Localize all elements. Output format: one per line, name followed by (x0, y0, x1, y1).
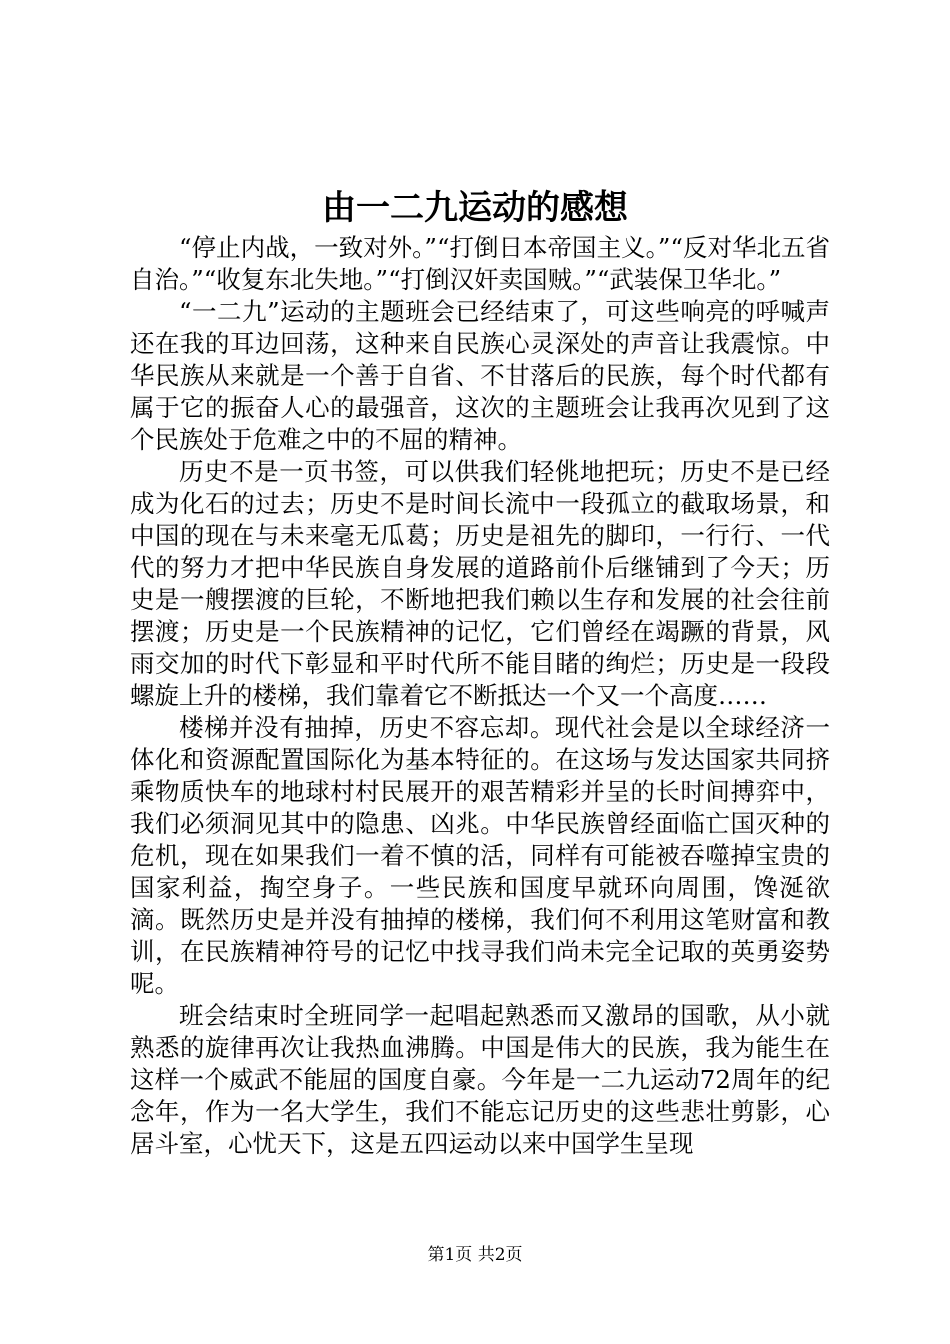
document-title: 由一二九运动的感想 (322, 188, 628, 228)
paragraph-history: 历史不是一页书签，可以供我们轻佻地把玩；历史不是已经成为化石的过去；历史不是时间长流中一段孤立的截取场景，和中国的现在与未来毫无瓜葛；历史是祖先的脚印，一行行、一代代的努力才把中华民族自身发展的道路前仆后继铺到了今天；历史是一艘摆渡的巨轮，不断地把我们赖以生存和发展的社会往前摆渡；历史是一个民族精神的记忆，它们曾经在竭蹶的背景，风雨交加的时代下彰显和平时代所不能目睹的绚烂；历史是一段段螺旋上升的楼梯，我们靠着它不断抵达一个又一个高度…… (130, 457, 830, 710)
paragraph-slogans: “停止内战，一致对外。”“打倒日本帝国主义。”“反对华北五省自治。”“收复东北失地。”“打倒汉奸卖国贼。”“武装保卫华北。” (130, 233, 830, 294)
paragraph-stairs: 楼梯并没有抽掉，历史不容忘却。现代社会是以全球经济一体化和资源配置国际化为基本特征的。在这场与发达国家共同挤乘物质快车的地球村村民展开的艰苦精彩并呈的长时间搏弈中，我们必须洞见其中的隐患、凶兆。中华民族曾经面临亡国灭种的危机，现在如果我们一着不慎的活，同样有可能被吞噬掉宝贵的国家利益，掏空身子。一些民族和国度早就环向周围，馋涎欲滴。既然历史是并没有抽掉的楼梯，我们何不利用这笔财富和教训，在民族精神符号的记忆中找寻我们尚未完全记取的英勇姿势呢。 (130, 713, 830, 998)
page-number-footer: 第1页 共2页 (427, 1245, 523, 1265)
paragraph-anthem: 班会结束时全班同学一起唱起熟悉而又激昂的国歌，从小就熟悉的旋律再次让我热血沸腾。中国是伟大的民族，我为能生在这样一个威武不能屈的国度自豪。今年是一二九运动72周年的纪念年，作为一名大学生，我们不能忘记历史的这些悲壮剪影，心居斗室，心忧天下，这是五四运动以来中国学生呈现 (130, 1001, 830, 1158)
paragraph-class-meeting: “一二九”运动的主题班会已经结束了，可这些响亮的呼喊声还在我的耳边回荡，这种来自民族心灵深处的声音让我震惊。中华民族从来就是一个善于自省、不甘落后的民族，每个时代都有属于它的振奋人心的最强音，这次的主题班会让我再次见到了这个民族处于危难之中的不屈的精神。 (130, 297, 830, 454)
document-body (130, 232, 830, 1160)
